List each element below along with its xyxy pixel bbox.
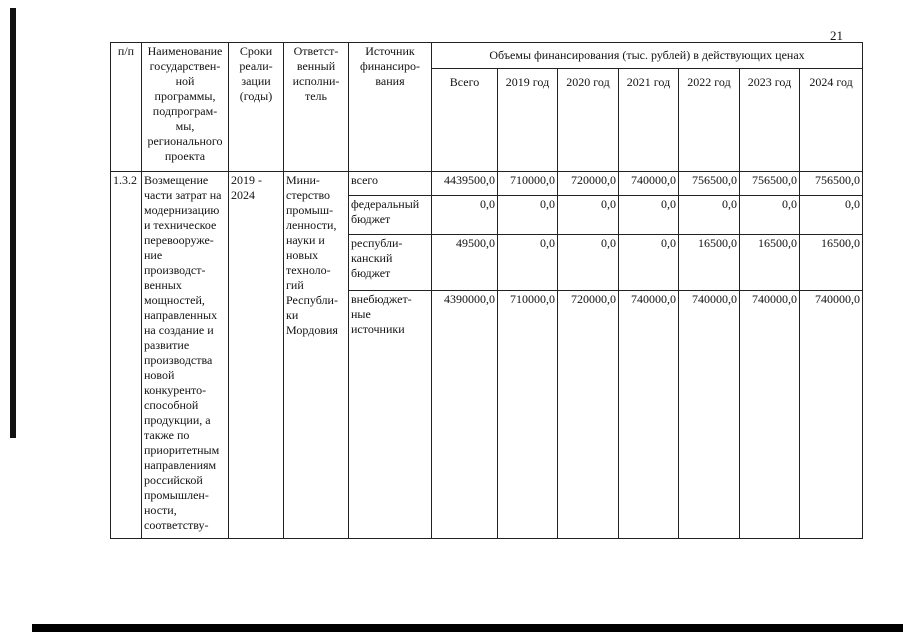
value-total-2020: 720000,0 xyxy=(558,172,619,196)
value-total-2024: 756500,0 xyxy=(800,172,863,196)
value-extrabudget-2021: 740000,0 xyxy=(619,291,679,539)
value-republic-all: 49500,0 xyxy=(432,235,498,291)
scan-edge-left xyxy=(10,8,16,438)
value-republic-2022: 16500,0 xyxy=(679,235,740,291)
value-federal-2021: 0,0 xyxy=(619,196,679,235)
source-label-extrabudget: внебюджет- ные источники xyxy=(349,291,432,539)
header-year-2021: 2021 год xyxy=(619,69,679,172)
value-federal-2023: 0,0 xyxy=(740,196,800,235)
header-year-2024: 2024 год xyxy=(800,69,863,172)
value-republic-2019: 0,0 xyxy=(498,235,558,291)
value-federal-2019: 0,0 xyxy=(498,196,558,235)
value-federal-2022: 0,0 xyxy=(679,196,740,235)
header-col-funding: Объемы финансирования (тыс. рублей) в действующих ценах xyxy=(432,43,863,69)
value-total-2021: 740000,0 xyxy=(619,172,679,196)
row-num: 1.3.2 xyxy=(111,172,142,539)
header-col-responsible: Ответст- венный исполни- тель xyxy=(284,43,349,172)
value-total-2023: 756500,0 xyxy=(740,172,800,196)
header-year-2020: 2020 год xyxy=(558,69,619,172)
financing-table xyxy=(110,42,863,539)
row-name: Возмещение части затрат на модернизацию и техническое перевооруже- ние производст- венных мощностей, направленных на создание и развитие производства новой конкуренто- способной продукции, а также по приоритетным направлениям российской промышлен- ности, соответству- xyxy=(142,172,229,539)
value-extrabudget-2019: 710000,0 xyxy=(498,291,558,539)
value-federal-all: 0,0 xyxy=(432,196,498,235)
value-extrabudget-2022: 740000,0 xyxy=(679,291,740,539)
row-period: 2019 - 2024 xyxy=(229,172,284,539)
row-responsible: Мини- стерство промыш- ленности, науки и новых техноло- гий Республи- ки Мордовия xyxy=(284,172,349,539)
source-label-federal: федеральный бюджет xyxy=(349,196,432,235)
value-extrabudget-2020: 720000,0 xyxy=(558,291,619,539)
header-year-total: Всего xyxy=(432,69,498,172)
source-label-total: всего xyxy=(349,172,432,196)
scan-edge-bottom xyxy=(32,624,903,632)
value-total-2019: 710000,0 xyxy=(498,172,558,196)
header-year-2022: 2022 год xyxy=(679,69,740,172)
header-col-source: Источник финансиро- вания xyxy=(349,43,432,172)
source-label-republic: республи- канский бюджет xyxy=(349,235,432,291)
header-col-num: п/п xyxy=(111,43,142,172)
header-year-2019: 2019 год xyxy=(498,69,558,172)
value-extrabudget-2024: 740000,0 xyxy=(800,291,863,539)
value-republic-2021: 0,0 xyxy=(619,235,679,291)
value-republic-2023: 16500,0 xyxy=(740,235,800,291)
value-republic-2024: 16500,0 xyxy=(800,235,863,291)
value-federal-2024: 0,0 xyxy=(800,196,863,235)
value-total-all: 4439500,0 xyxy=(432,172,498,196)
value-republic-2020: 0,0 xyxy=(558,235,619,291)
value-extrabudget-all: 4390000,0 xyxy=(432,291,498,539)
header-col-period: Сроки реали- зации (годы) xyxy=(229,43,284,172)
header-year-2023: 2023 год xyxy=(740,69,800,172)
value-total-2022: 756500,0 xyxy=(679,172,740,196)
value-federal-2020: 0,0 xyxy=(558,196,619,235)
header-col-name: Наименование государствен- ной программы, подпрограм- мы, регионального проекта xyxy=(142,43,229,172)
page-number: 21 xyxy=(830,28,843,43)
value-extrabudget-2023: 740000,0 xyxy=(740,291,800,539)
